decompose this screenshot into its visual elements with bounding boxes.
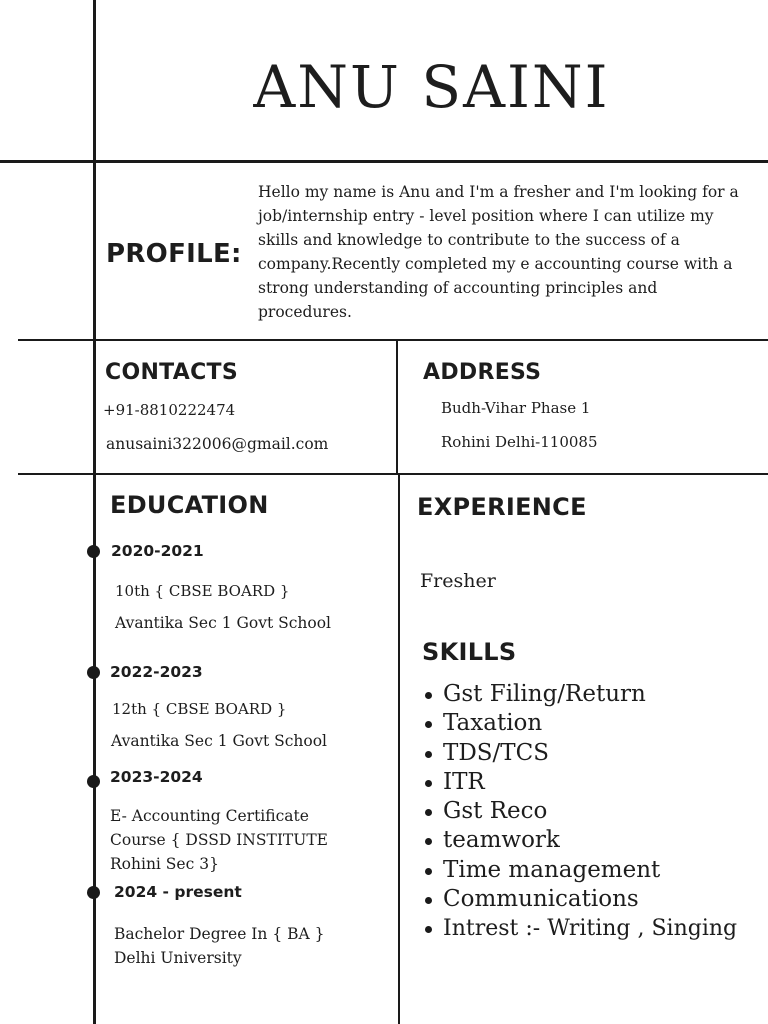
bullet-icon	[425, 721, 432, 728]
list-item	[421, 885, 737, 914]
list-item	[421, 797, 737, 826]
vertical-rule-contacts	[396, 340, 398, 474]
list-item	[421, 680, 737, 709]
vertical-rule-left	[93, 0, 96, 1024]
list-item	[421, 826, 737, 855]
profile-heading: PROFILE:	[106, 239, 242, 269]
bullet-icon	[425, 926, 432, 933]
bullet-icon	[425, 751, 432, 758]
education-years: 2020-2021	[111, 542, 204, 560]
education-years: 2024 - present	[114, 883, 242, 901]
horizontal-rule-profile	[18, 339, 768, 341]
contact-email: anusaini322006@gmail.com	[106, 435, 329, 453]
experience-heading: EXPERIENCE	[417, 493, 587, 521]
bullet-icon	[425, 692, 432, 699]
skills-heading: SKILLS	[422, 638, 517, 666]
education-detail: Rohini Sec 3}	[110, 855, 219, 873]
education-detail: Bachelor Degree In { BA }	[114, 925, 325, 943]
timeline-dot	[87, 545, 100, 558]
bullet-icon	[425, 780, 432, 787]
bullet-icon	[425, 897, 432, 904]
skill-label: Communications	[443, 886, 639, 913]
skill-label: ITR	[443, 768, 485, 795]
horizontal-rule-contacts	[18, 473, 768, 475]
skill-label: TDS/TCS	[443, 739, 549, 766]
timeline-dot	[87, 886, 100, 899]
skill-label: Gst Reco	[443, 798, 548, 825]
education-years: 2023-2024	[110, 768, 203, 786]
timeline-dot	[87, 775, 100, 788]
skill-label: Taxation	[443, 710, 543, 737]
profile-text: Hello my name is Anu and I'm a fresher and I'm looking for a job/internship entry - level position where I can utilize my skills and knowledge to contribute to the success of a company.Recently completed my e accounting course with a strong understanding of accounting principles and procedures.	[258, 183, 739, 321]
skill-label: teamwork	[443, 827, 560, 854]
bullet-icon	[425, 868, 432, 875]
education-detail: Course { DSSD INSTITUTE	[110, 831, 328, 849]
list-item	[421, 914, 737, 943]
education-detail: 10th { CBSE BOARD }	[115, 582, 290, 600]
education-detail: Avantika Sec 1 Govt School	[111, 732, 328, 750]
skill-label: Gst Filing/Return	[443, 681, 646, 707]
list-item	[421, 709, 737, 738]
address-heading: ADDRESS	[423, 360, 542, 385]
education-detail: Delhi University	[114, 949, 242, 967]
list-item	[421, 739, 737, 768]
skill-label: Intrest :- Writing , Singing	[443, 916, 738, 942]
experience-text: Fresher	[420, 570, 496, 592]
list-item	[421, 768, 737, 797]
page-title: ANU SAINI	[253, 53, 610, 121]
contact-phone: +91-8810222474	[103, 401, 236, 419]
timeline-dot	[87, 666, 100, 679]
address-line-1: Budh-Vihar Phase 1	[441, 399, 591, 417]
bullet-icon	[425, 838, 432, 845]
education-heading: EDUCATION	[110, 491, 269, 519]
horizontal-rule-header	[0, 160, 768, 163]
education-detail: Avantika Sec 1 Govt School	[115, 614, 332, 632]
bullet-icon	[425, 809, 432, 816]
education-detail: 12th { CBSE BOARD }	[112, 700, 287, 718]
address-line-2: Rohini Delhi-110085	[441, 433, 598, 451]
education-detail: E- Accounting Certificate	[110, 807, 309, 825]
education-years: 2022-2023	[110, 663, 203, 681]
skills-list	[421, 680, 737, 944]
vertical-rule-middle	[398, 474, 400, 1024]
list-item	[421, 856, 737, 885]
skill-label: Time management	[443, 856, 661, 883]
contacts-heading: CONTACTS	[105, 360, 238, 385]
